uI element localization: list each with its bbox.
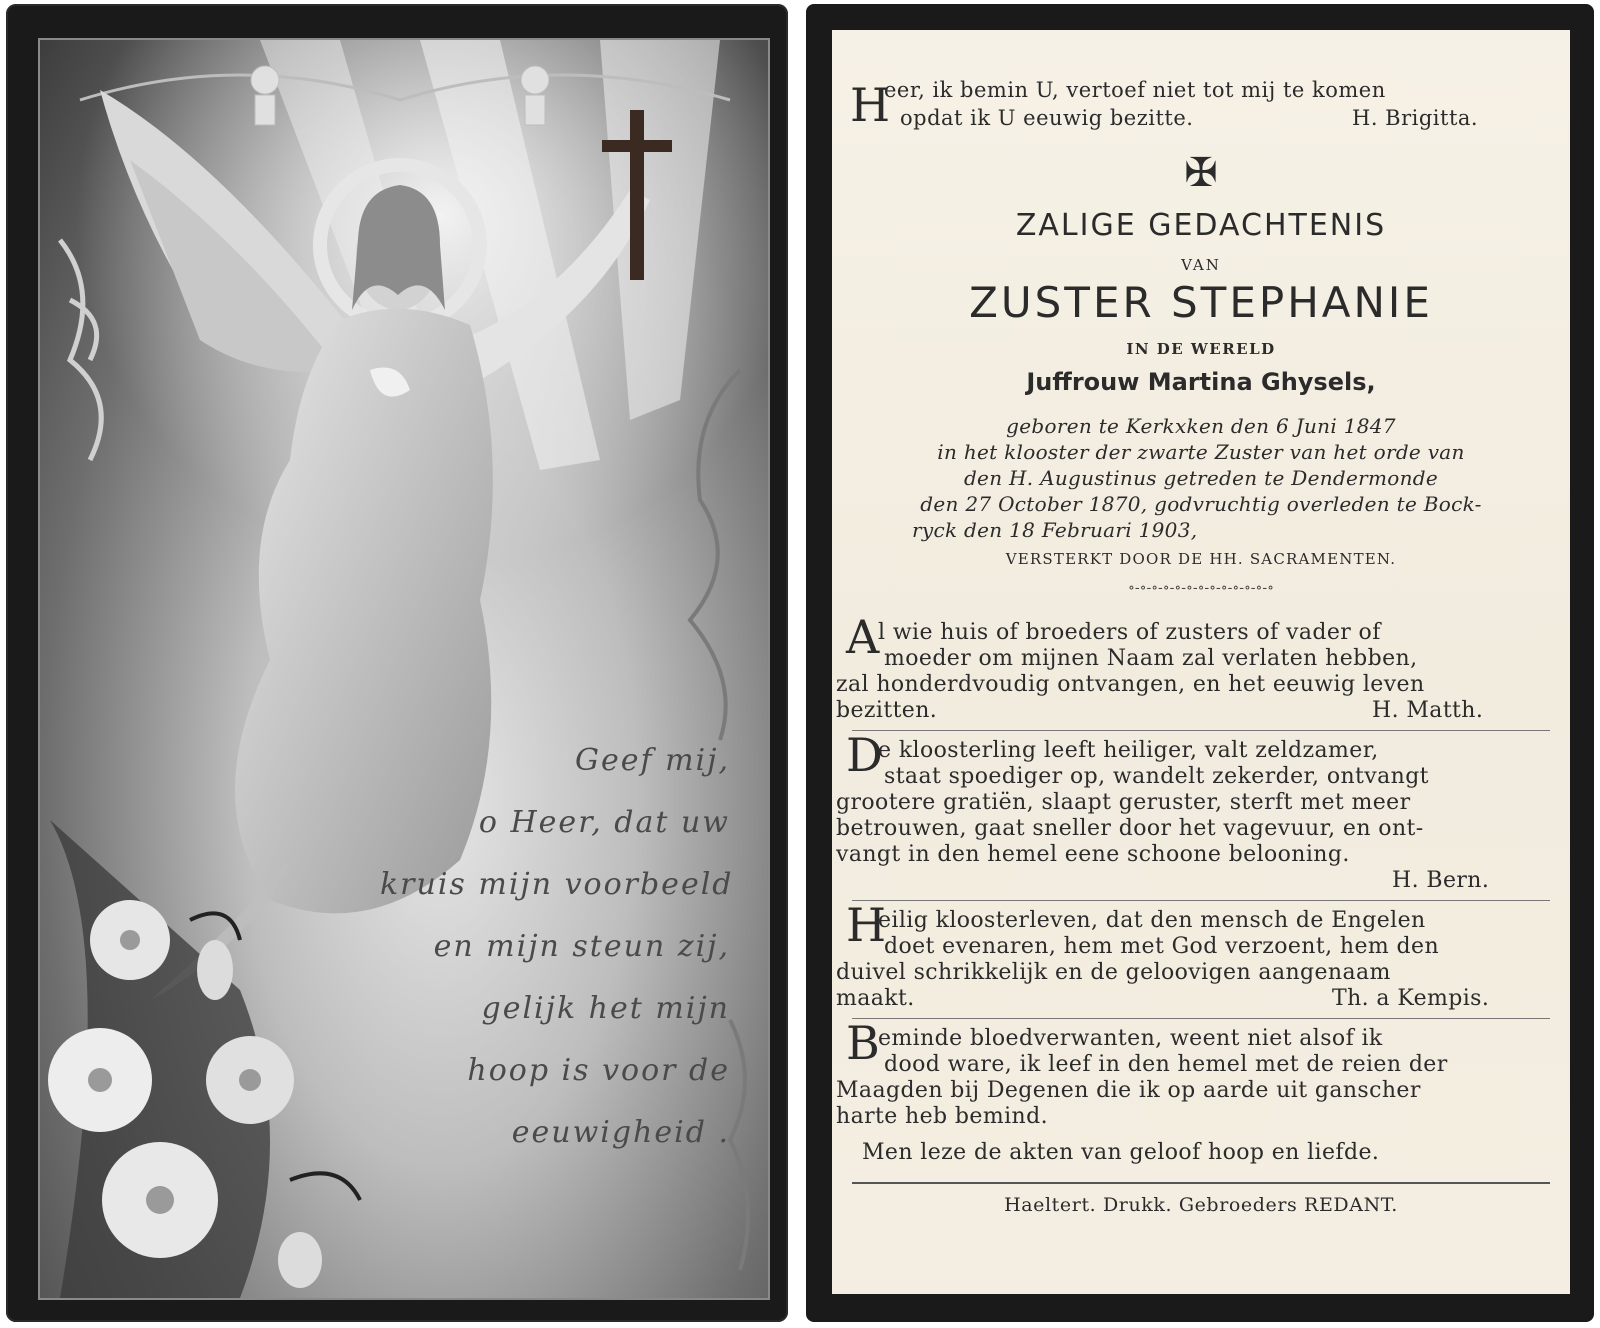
prayer-line: eeuwigheid .: [511, 1115, 730, 1150]
bio-line: in het klooster der zwarte Zuster van het orde van: [937, 440, 1465, 464]
quote-attribution: H. Bern.: [1392, 868, 1490, 893]
epigraph-line: opdat ik U eeuwig bezitte.: [900, 106, 1194, 130]
bio-line: ryck den 18 Februari 1903,: [912, 518, 1198, 542]
ornament-divider: ∘-∘-∘-∘-∘-∘-∘-∘-∘-∘-∘-∘-∘: [1128, 580, 1274, 596]
quote-line: l wie huis of broeders of zusters of vader of: [878, 620, 1381, 645]
prayer-line: Geef mij,: [575, 743, 730, 778]
prayer-line: o Heer, dat uw: [478, 805, 730, 840]
sacraments-line: VERSTERKT DOOR DE HH. SACRAMENTEN.: [1005, 550, 1397, 568]
drop-cap: H: [850, 78, 891, 132]
quote-line: grootere gratiën, slaapt geruster, sterft met meer: [836, 790, 1411, 815]
epigraph-attribution: H. Brigitta.: [1352, 106, 1479, 130]
in-de-wereld-label: IN DE WERELD: [1126, 340, 1276, 358]
divider-line: [852, 1018, 1550, 1019]
closing-line: Men leze de akten van geloof hoop en liefde.: [862, 1140, 1380, 1165]
quote-line: eilig kloosterleven, dat den mensch de Engelen: [878, 908, 1426, 933]
drop-cap: B: [846, 1016, 880, 1070]
prayer-line: kruis mijn voorbeeld: [380, 867, 734, 902]
divider-line: [852, 730, 1550, 731]
quote-line: dood ware, ik leef in den hemel met de reien der: [884, 1052, 1448, 1077]
drop-cap: D: [846, 728, 883, 782]
quote-line: maakt.: [836, 986, 915, 1011]
prayer-line: hoop is voor de: [467, 1053, 730, 1088]
quote-line: betrouwen, gaat sneller door het vagevuur, en ont-: [836, 816, 1424, 841]
deceased-name: ZUSTER STEPHANIE: [969, 278, 1433, 327]
epigraph-line: eer, ik bemin U, vertoef niet tot mij te komen: [884, 78, 1386, 102]
quote-line: duivel schrikkelijk en de geloovigen aangenaam: [836, 960, 1391, 985]
quote-attribution: Th. a Kempis.: [1332, 986, 1490, 1011]
quote-line: vangt in den hemel eene schoone belooning.: [836, 842, 1350, 867]
prayer-text: [380, 730, 734, 1164]
quote-line: Maagden bij Degenen die ik op aarde uit ganscher: [836, 1078, 1421, 1103]
drop-cap: H: [846, 898, 887, 952]
quote-line: zal honderdvoudig ontvangen, en het eeuwig leven: [836, 672, 1425, 697]
prayer-line: gelijk het mijn: [481, 991, 730, 1026]
worldly-name: Juffrouw Martina Ghysels,: [1026, 368, 1376, 396]
van-label: VAN: [1181, 256, 1221, 274]
divider-line: [852, 1182, 1550, 1184]
quote-line: eminde bloedverwanten, weent niet alsof ik: [878, 1026, 1383, 1051]
bio-line: den 27 October 1870, godvruchtig overleden te Bock-: [920, 492, 1482, 516]
left-card: [6, 4, 788, 1322]
quote-line: harte heb bemind.: [836, 1104, 1048, 1129]
bio-line: den H. Augustinus getreden te Dendermonde: [963, 466, 1439, 490]
prayer-line: en mijn steun zij,: [433, 929, 730, 964]
memorial-heading: ZALIGE GEDACHTENIS: [1015, 208, 1387, 243]
printer-credit: Haeltert. Drukk. Gebroeders REDANT.: [1004, 1194, 1398, 1216]
memorial-text-panel: [832, 30, 1570, 1294]
quote-line: doet evenaren, hem met God verzoent, hem den: [884, 934, 1440, 959]
right-card: [806, 4, 1594, 1322]
drop-cap: A: [846, 610, 880, 664]
quote-line: bezitten.: [836, 698, 938, 723]
divider-line: [852, 900, 1550, 901]
angel-engraving-panel: [38, 38, 770, 1300]
quote-line: e kloosterling leeft heiliger, valt zeldzamer,: [878, 738, 1379, 763]
bio-line: geboren te Kerkxken den 6 Juni 1847: [1006, 414, 1396, 438]
cross-icon: ✠: [1184, 150, 1218, 196]
quote-line: moeder om mijnen Naam zal verlaten hebben,: [884, 646, 1418, 671]
quote-attribution: H. Matth.: [1372, 698, 1484, 723]
quote-line: staat spoediger op, wandelt zekerder, ontvangt: [884, 764, 1429, 789]
